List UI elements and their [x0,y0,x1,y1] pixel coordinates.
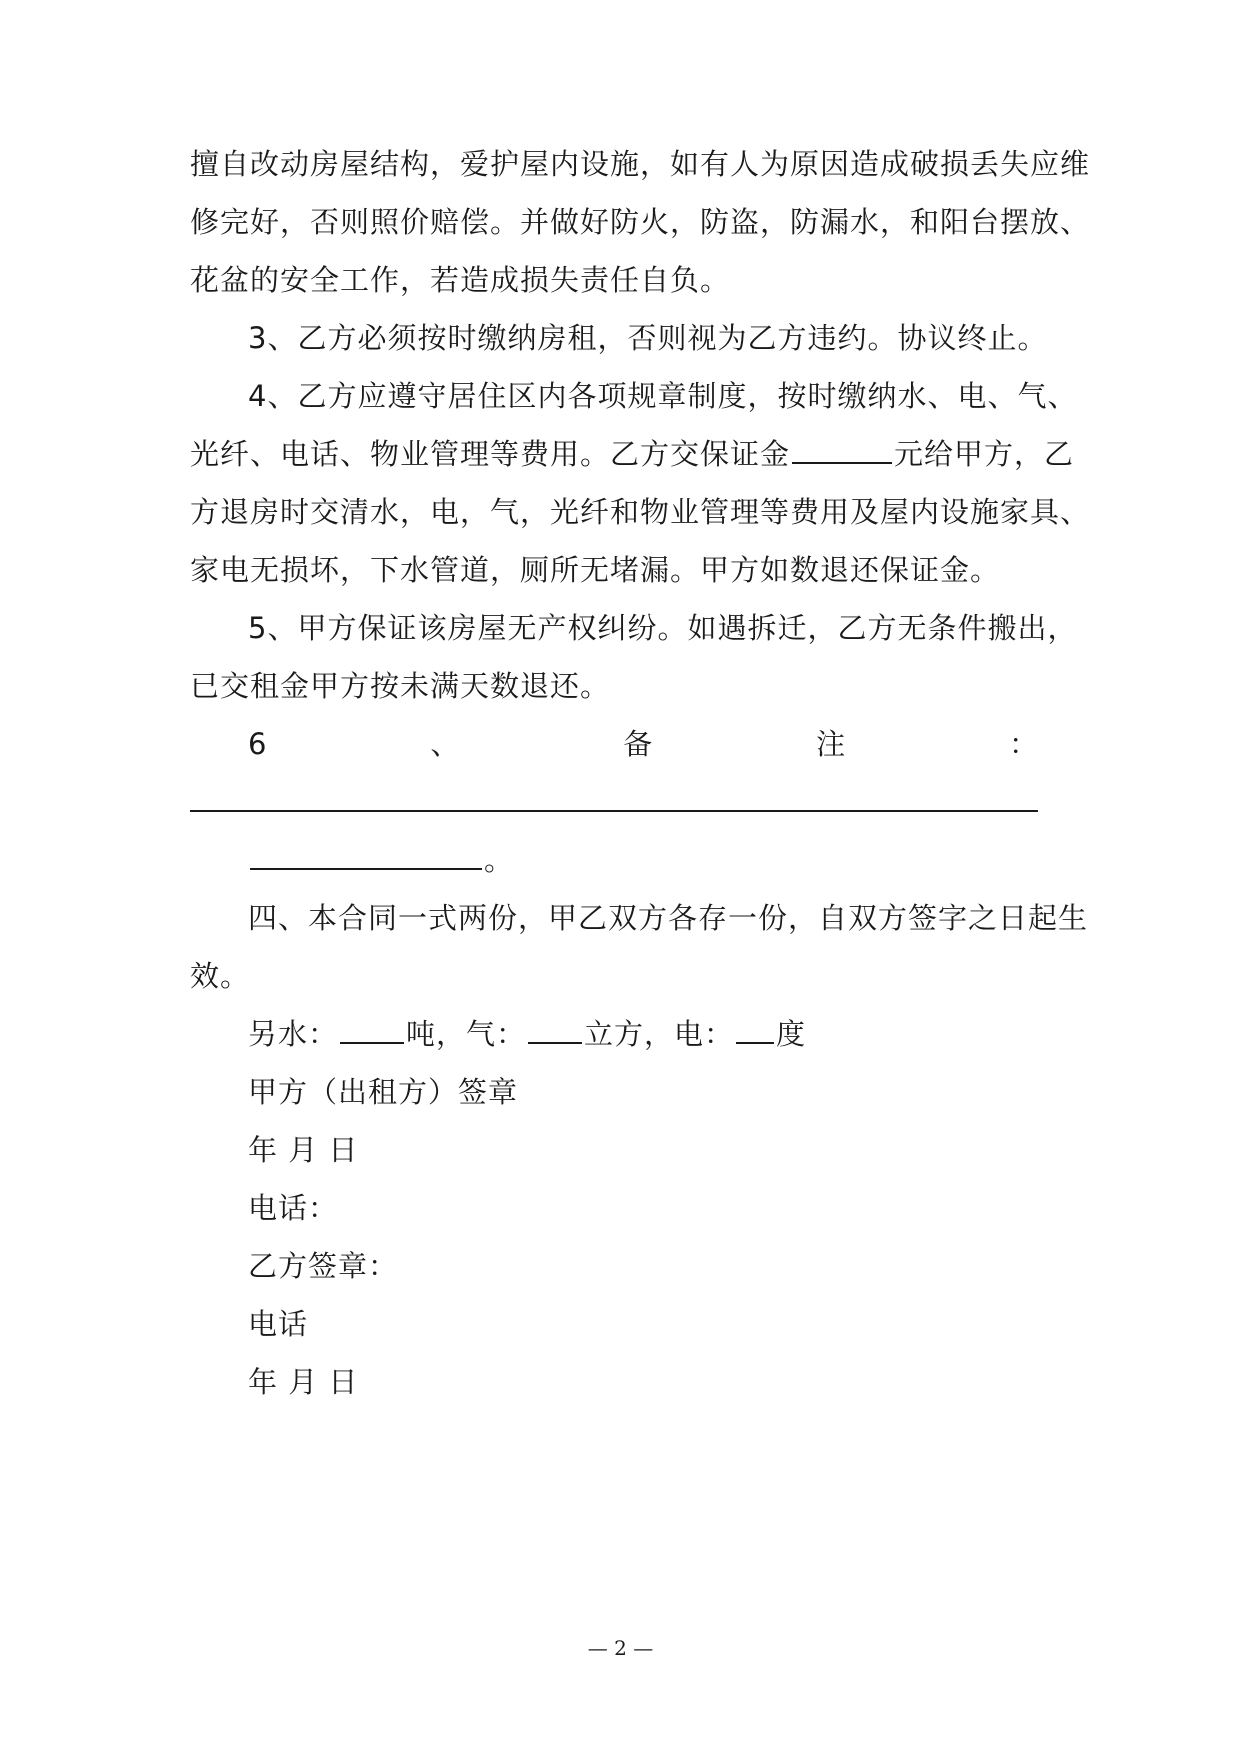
clause-2-line-3: 花盆的安全工作，若造成损失责任自负。 [190,263,731,297]
gas-unit: 立方，电： [584,1017,735,1051]
party-b-signature: 乙方签章： [248,1249,399,1283]
clause-four-line-2: 效。 [190,959,251,993]
utilities-line [248,1014,806,1054]
water-label: 另水： [248,1017,339,1051]
remarks-blank[interactable] [250,842,482,870]
deposit-blank[interactable] [792,436,892,464]
clause-4-line-2 [190,434,1074,474]
gas-blank[interactable] [528,1016,582,1044]
party-b-date: 年 月 日 [248,1365,359,1399]
clause-4-line-2-text-a: 光纤、电话、物业管理等费用。乙方交保证金 [190,437,791,471]
clause-6-part: 注 [816,727,846,761]
clause-2-line-1: 擅自改动房屋结构，爱护屋内设施，如有人为原因造成破损丢失应维 [190,147,1091,181]
clause-6-part: 、 [430,727,460,761]
clause-5-line-2: 已交租金甲方按未满天数退还。 [190,669,611,703]
remarks-end-mark: 。 [484,843,515,877]
clause-6-part: ： [1008,727,1038,761]
clause-6-part: 备 [623,727,653,761]
water-unit: 吨，气： [406,1017,527,1051]
party-b-phone: 电话 [248,1307,309,1341]
electricity-blank[interactable] [736,1016,774,1044]
party-a-date: 年 月 日 [248,1133,359,1167]
remarks-blank-line[interactable] [190,810,1038,812]
clause-4-line-4: 家电无损坏，下水管道，厕所无堵漏。甲方如数退还保证金。 [190,553,1001,587]
party-a-phone: 电话： [248,1191,339,1225]
clause-6-part: 6 [248,727,267,761]
clause-2-line-2: 修完好，否则照价赔偿。并做好防火，防盗，防漏水，和阳台摆放、 [190,205,1091,239]
page-number: — 2 — [587,1636,654,1660]
clause-4-line-2-text-b: 元给甲方，乙 [894,437,1075,471]
party-a-signature: 甲方（出租方）签章 [248,1075,519,1109]
remarks-blank-line-2 [248,840,514,880]
clause-6-heading [248,724,1038,764]
clause-3: 3、乙方必须按时缴纳房租，否则视为乙方违约。协议终止。 [248,321,1048,355]
clause-4-line-1: 4、乙方应遵守居住区内各项规章制度，按时缴纳水、电、气、 [248,379,1078,413]
clause-4-line-3: 方退房时交清水，电，气，光纤和物业管理等费用及屋内设施家具、 [190,495,1091,529]
clause-four-line-1: 四、本合同一式两份，甲乙双方各存一份，自双方签字之日起生 [248,901,1089,935]
water-blank[interactable] [340,1016,404,1044]
electricity-unit: 度 [776,1017,807,1051]
clause-5-line-1: 5、甲方保证该房屋无产权纠纷。如遇拆迁，乙方无条件搬出， [248,611,1078,645]
